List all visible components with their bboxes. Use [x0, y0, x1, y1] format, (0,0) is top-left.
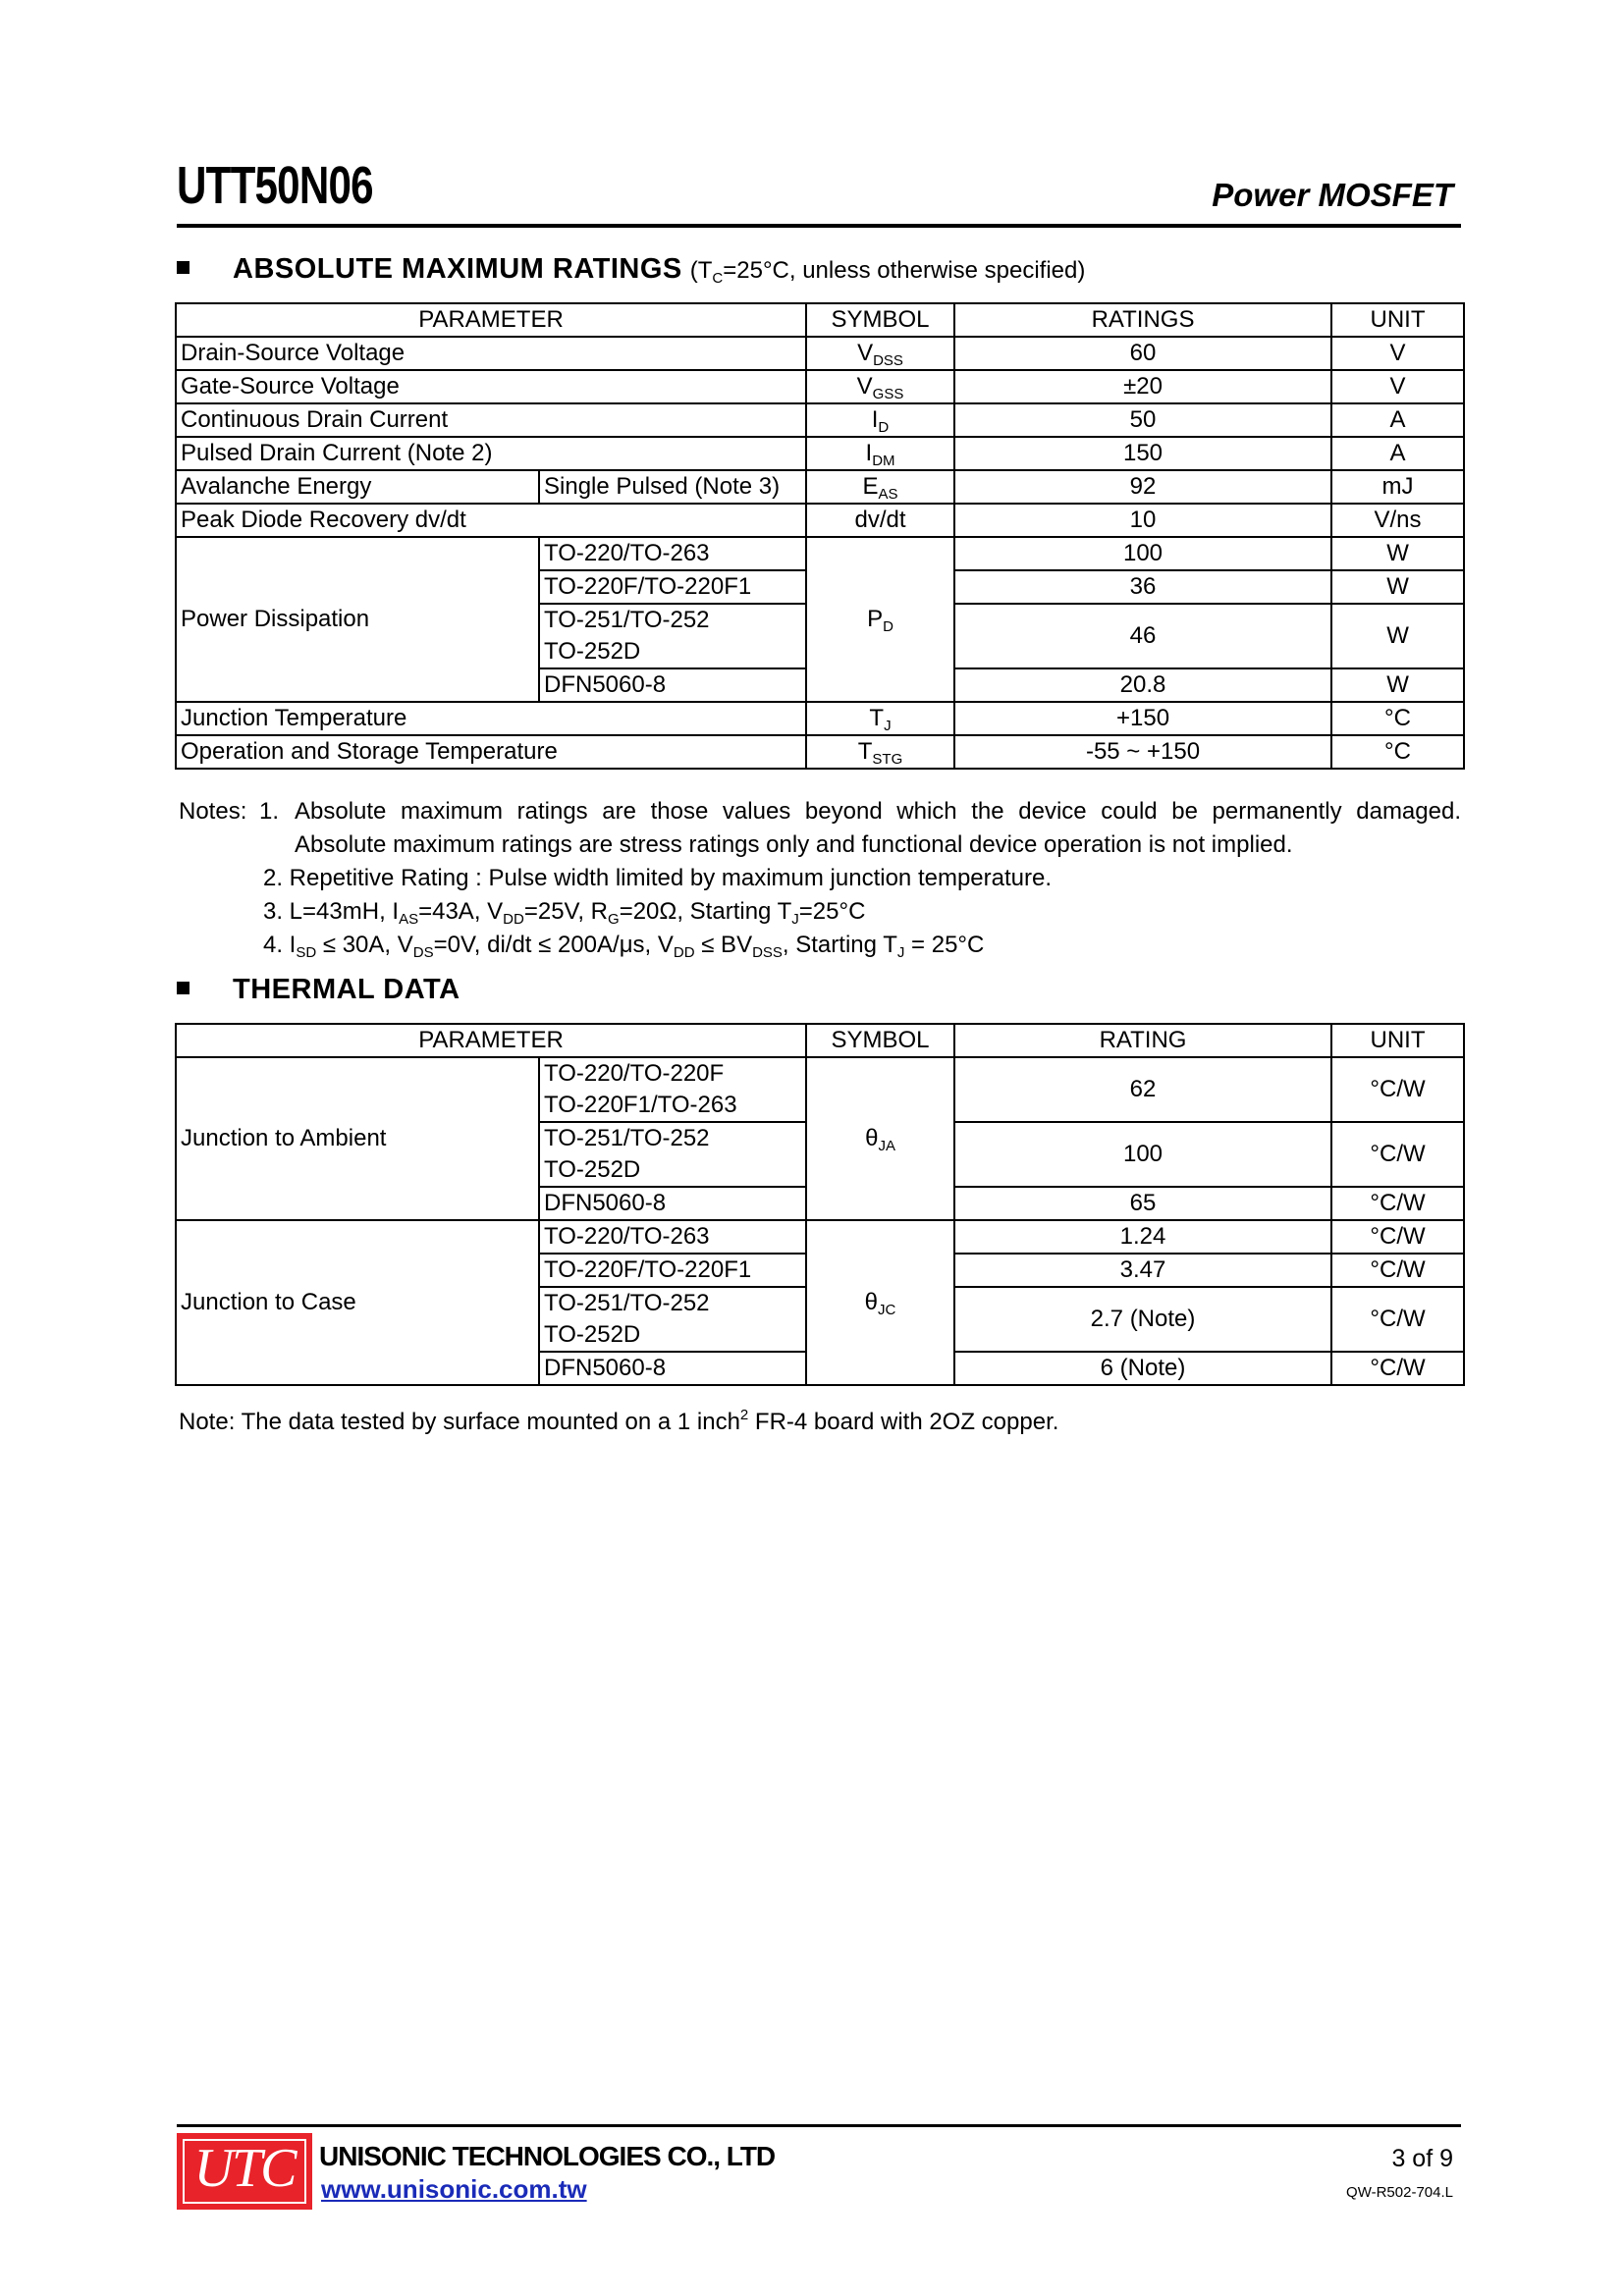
unit-cell: °C	[1331, 702, 1464, 735]
condition-cell: Single Pulsed (Note 3)	[539, 470, 806, 504]
unit-cell: °C/W	[1331, 1220, 1464, 1254]
package-cell: DFN5060-8	[539, 1187, 806, 1220]
col-parameter: PARAMETER	[176, 1024, 806, 1057]
col-unit: UNIT	[1331, 1024, 1464, 1057]
rating-cell: -55 ~ +150	[954, 735, 1331, 769]
package-cell: TO-220F/TO-220F1	[539, 570, 806, 604]
table-row	[176, 504, 1464, 537]
document-code: QW-R502-704.L	[1346, 2184, 1453, 2201]
symbol-cell: $\theta_{JA}$	[806, 1057, 954, 1220]
company-name: UNISONIC TECHNOLOGIES CO., LTD	[319, 2141, 776, 2171]
note-1-continued: Absolute maximum ratings are stress ratings only and functional device operation is not implied.	[295, 831, 1293, 858]
param-cell: Pulsed Drain Current (Note 2)	[176, 437, 806, 470]
rating-cell: 6 (Note)	[954, 1352, 1331, 1385]
table-row	[176, 735, 1464, 769]
page-footer	[177, 2124, 1461, 2216]
symbol-cell: $I_{DM}$	[806, 437, 954, 470]
package-cell: TO-220/TO-263	[539, 537, 806, 570]
unit-cell: A	[1331, 403, 1464, 437]
amr-table	[175, 302, 1465, 770]
param-cell: Gate-Source Voltage	[176, 370, 806, 403]
thermal-title: THERMAL DATA	[233, 974, 460, 1005]
rating-cell: 46	[954, 604, 1331, 668]
amr-condition: ($T_C=25^\circ C$, unless otherwise specified)	[689, 257, 1086, 287]
thermal-section-title	[177, 974, 460, 1006]
rating-cell: 2.7 (Note)	[954, 1287, 1331, 1352]
param-cell: Power Dissipation	[176, 537, 539, 702]
note-3: 3. L=43mH, $I_{AS}=43A$, $V_{DD}=25V$, $R_G=20\Omega$, Starting $T_J=25^\circ C$	[263, 898, 866, 928]
symbol-cell: $\theta_{JC}$	[806, 1220, 954, 1385]
unit-cell: °C/W	[1331, 1287, 1464, 1352]
param-cell: Avalanche Energy	[176, 470, 539, 504]
unit-cell: W	[1331, 668, 1464, 702]
product-type: Power MOSFET	[1212, 177, 1453, 213]
unit-cell: °C/W	[1331, 1057, 1464, 1122]
unit-cell: A	[1331, 437, 1464, 470]
param-cell: Junction to Case	[176, 1220, 539, 1385]
unit-cell: V	[1331, 370, 1464, 403]
package-cell: TO-251/TO-252 TO-252D	[539, 1287, 806, 1352]
table-row	[176, 470, 1464, 504]
symbol-cell: dv/dt	[806, 504, 954, 537]
note-1: Notes: 1. Absolute maximum ratings are those values beyond which the device could be permanently damaged.	[179, 798, 1461, 825]
unit-cell: W	[1331, 604, 1464, 668]
package-cell: TO-220F/TO-220F1	[539, 1254, 806, 1287]
col-rating: RATING	[954, 1024, 1331, 1057]
note-4: 4. $I_{SD} \le 30A$, $V_{DS}=0V$, di/dt ≤ 200A/μs, $V_{DD} \le BV_{DSS}$, Starting $T_J = 25^\circ C$	[263, 932, 985, 961]
package-cell: DFN5060-8	[539, 1352, 806, 1385]
table-row	[176, 1220, 1464, 1254]
col-parameter: PARAMETER	[176, 303, 806, 337]
part-number: UTT50N06	[177, 156, 373, 215]
rating-cell: 62	[954, 1057, 1331, 1122]
param-cell: Junction to Ambient	[176, 1057, 539, 1220]
rating-cell: 60	[954, 337, 1331, 370]
utc-logo: UTC	[177, 2133, 312, 2210]
unit-cell: °C	[1331, 735, 1464, 769]
rating-cell: 92	[954, 470, 1331, 504]
website-link[interactable]: www.unisonic.com.tw	[321, 2174, 587, 2204]
table-row	[176, 702, 1464, 735]
col-symbol: SYMBOL	[806, 1024, 954, 1057]
rating-cell: 36	[954, 570, 1331, 604]
rating-cell: 10	[954, 504, 1331, 537]
symbol-cell: $I_D$	[806, 403, 954, 437]
rating-cell: ±20	[954, 370, 1331, 403]
unit-cell: °C/W	[1331, 1122, 1464, 1187]
package-cell: TO-251/TO-252 TO-252D	[539, 604, 806, 668]
page-header	[177, 155, 1461, 228]
table-row	[176, 370, 1464, 403]
rating-cell: 100	[954, 1122, 1331, 1187]
amr-title: ABSOLUTE MAXIMUM RATINGS	[233, 253, 682, 285]
table-row	[176, 1057, 1464, 1122]
unit-cell: °C/W	[1331, 1254, 1464, 1287]
unit-cell: °C/W	[1331, 1187, 1464, 1220]
rating-cell: 65	[954, 1187, 1331, 1220]
symbol-cell: $V_{DSS}$	[806, 337, 954, 370]
table-header-row	[176, 303, 1464, 337]
package-cell: DFN5060-8	[539, 668, 806, 702]
section-bullet	[177, 982, 189, 994]
col-unit: UNIT	[1331, 303, 1464, 337]
param-cell: Peak Diode Recovery dv/dt	[176, 504, 806, 537]
amr-section-title	[177, 253, 1085, 286]
param-cell: Junction Temperature	[176, 702, 806, 735]
unit-cell: °C/W	[1331, 1352, 1464, 1385]
table-header-row	[176, 1024, 1464, 1057]
param-cell: Operation and Storage Temperature	[176, 735, 806, 769]
unit-cell: mJ	[1331, 470, 1464, 504]
package-cell: TO-251/TO-252 TO-252D	[539, 1122, 806, 1187]
rating-cell: 150	[954, 437, 1331, 470]
rating-cell: 20.8	[954, 668, 1331, 702]
thermal-note: Note: The data tested by surface mounted on a 1 inch$^2$ FR-4 board with 2OZ copper.	[179, 1407, 1059, 1435]
section-bullet	[177, 261, 189, 274]
rating-cell: 3.47	[954, 1254, 1331, 1287]
unit-cell: W	[1331, 570, 1464, 604]
amr-notes	[179, 795, 1461, 962]
col-ratings: RATINGS	[954, 303, 1331, 337]
table-row	[176, 537, 1464, 570]
rating-cell: 100	[954, 537, 1331, 570]
col-symbol: SYMBOL	[806, 303, 954, 337]
thermal-table	[175, 1023, 1465, 1386]
package-cell: TO-220/TO-263	[539, 1220, 806, 1254]
unit-cell: V/ns	[1331, 504, 1464, 537]
symbol-cell: $E_{AS}$	[806, 470, 954, 504]
package-cell: TO-220/TO-220F TO-220F1/TO-263	[539, 1057, 806, 1122]
table-row	[176, 403, 1464, 437]
rating-cell: 1.24	[954, 1220, 1331, 1254]
symbol-cell: $P_D$	[806, 537, 954, 702]
symbol-cell: $T_J$	[806, 702, 954, 735]
table-row	[176, 437, 1464, 470]
unit-cell: W	[1331, 537, 1464, 570]
symbol-cell: $V_{GSS}$	[806, 370, 954, 403]
param-cell: Drain-Source Voltage	[176, 337, 806, 370]
rating-cell: +150	[954, 702, 1331, 735]
unit-cell: V	[1331, 337, 1464, 370]
param-cell: Continuous Drain Current	[176, 403, 806, 437]
rating-cell: 50	[954, 403, 1331, 437]
table-row	[176, 337, 1464, 370]
page-number: 3 of 9	[1391, 2145, 1453, 2172]
symbol-cell: $T_{STG}$	[806, 735, 954, 769]
note-2: 2. Repetitive Rating : Pulse width limited by maximum junction temperature.	[263, 865, 1053, 891]
